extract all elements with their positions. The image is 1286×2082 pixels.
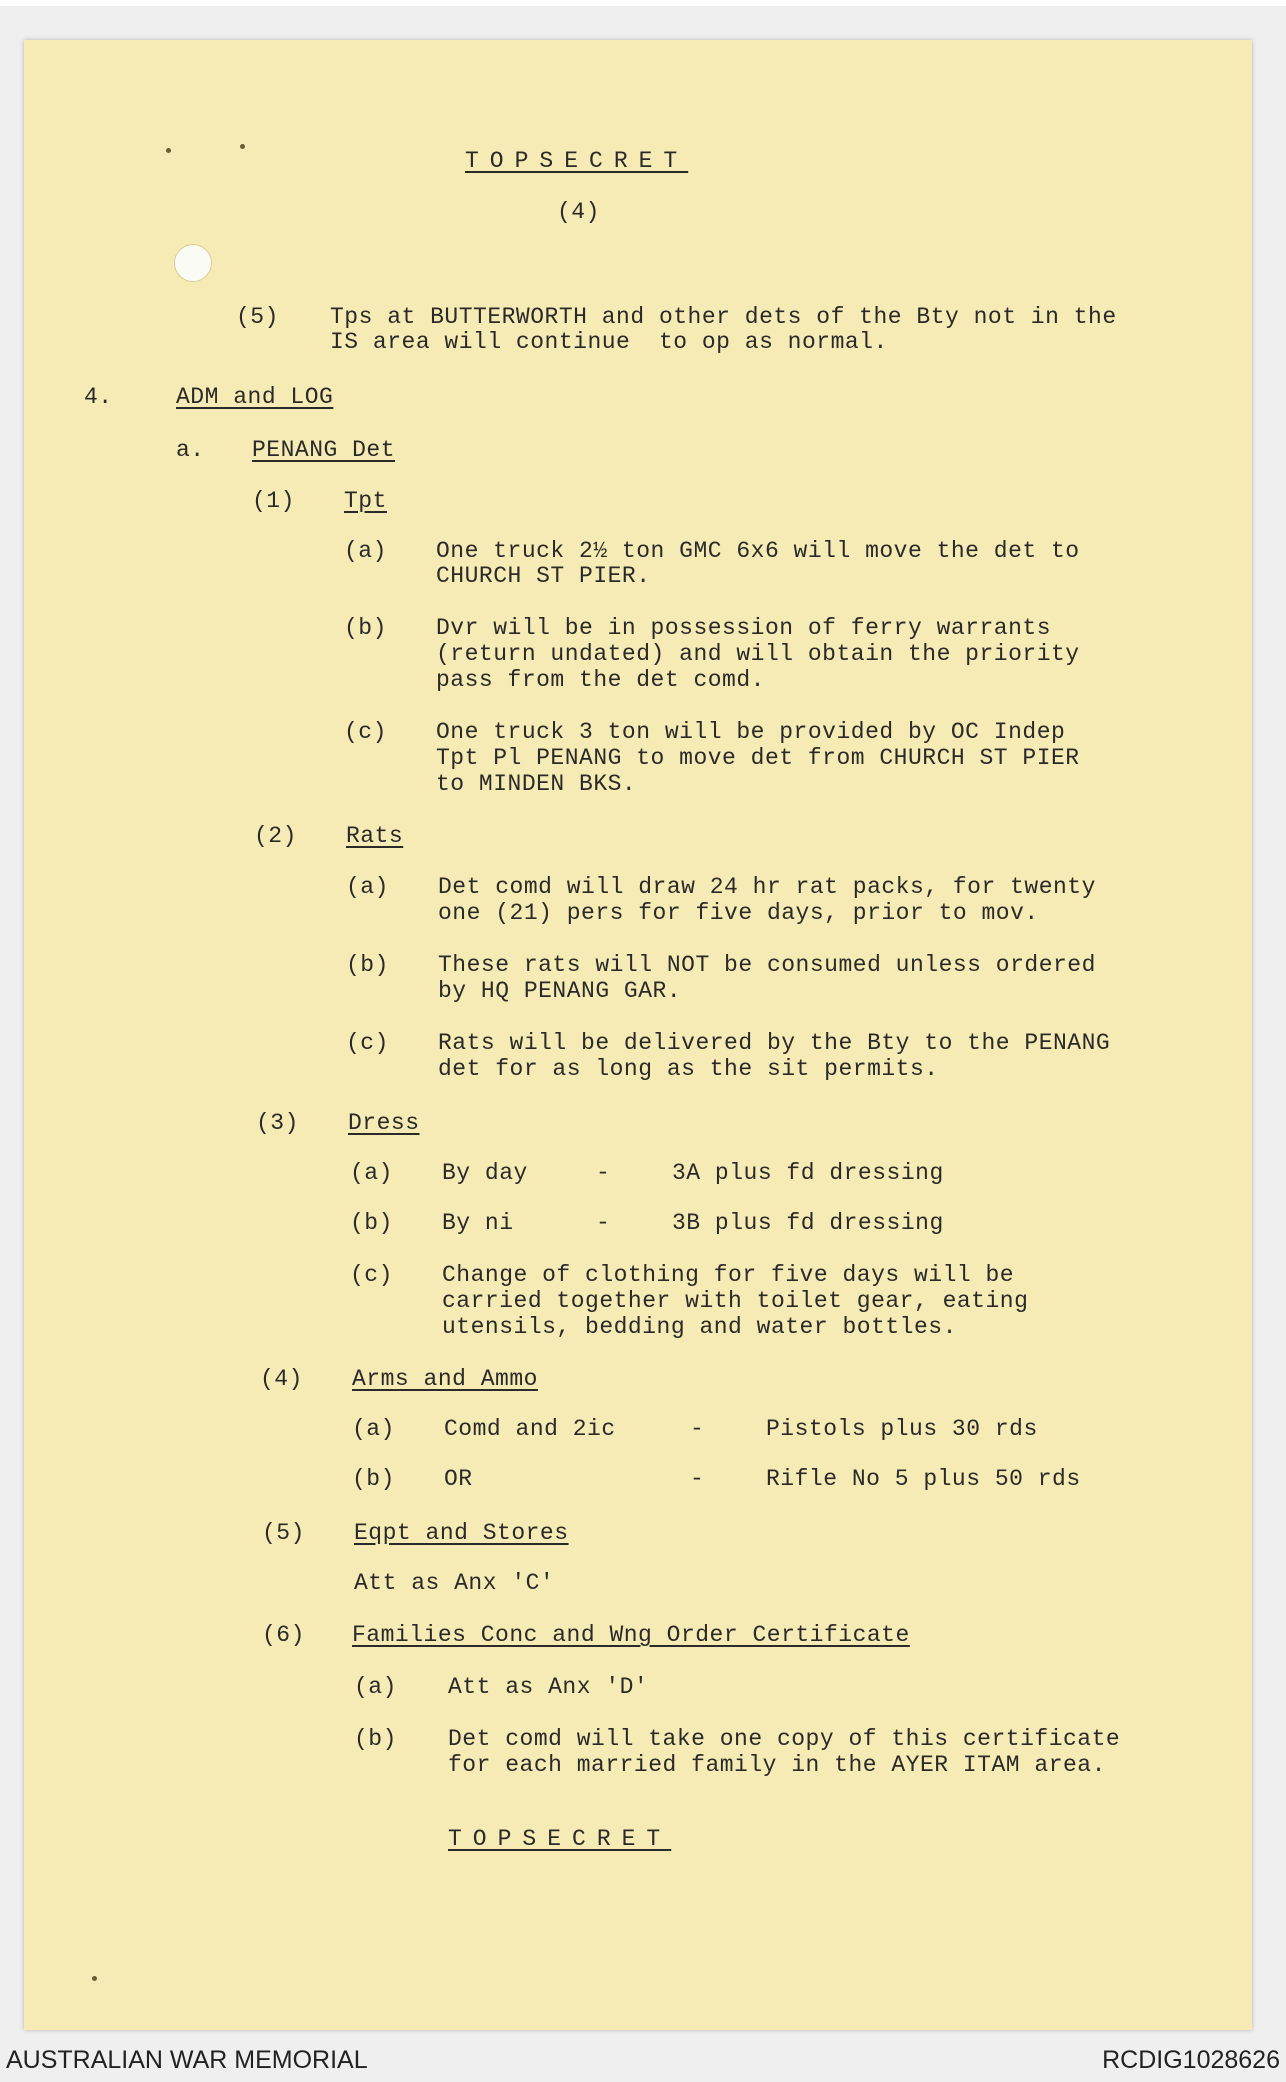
paper-speck — [92, 1976, 97, 1981]
dress-value: 3A plus fd dressing — [672, 1160, 944, 1186]
classification-header: TOPSECRET — [465, 148, 689, 174]
subitem-text: pass from the det comd. — [436, 667, 765, 693]
section-number: 4. — [84, 384, 113, 410]
item-title: Tpt — [344, 488, 387, 514]
para-number: (5) — [236, 304, 279, 330]
subitem-text: One truck 3 ton will be provided by OC Indep — [436, 719, 1066, 745]
subitem-letter: (c) — [344, 719, 387, 745]
item-text: Att as Anx 'C' — [354, 1570, 555, 1596]
subitem-text: Rats will be delivered by the Bty to the PENANG — [438, 1030, 1111, 1056]
item-number: (3) — [256, 1110, 299, 1136]
subitem-text: Tpt Pl PENANG to move det from CHURCH ST PIER — [436, 745, 1080, 771]
section-title: ADM and LOG — [176, 384, 334, 410]
subitem-text: Att as Anx 'D' — [448, 1674, 649, 1700]
dress-value: 3B plus fd dressing — [672, 1210, 944, 1236]
subitem-text: to MINDEN BKS. — [436, 771, 637, 797]
subitem-letter: (a) — [354, 1674, 397, 1700]
subitem-letter: (c) — [350, 1262, 393, 1288]
subitem-text: utensils, bedding and water bottles. — [442, 1314, 957, 1340]
dash: - — [690, 1416, 705, 1442]
archive-credit: AUSTRALIAN WAR MEMORIAL — [6, 2046, 368, 2074]
subitem-text: (return undated) and will obtain the priority — [436, 641, 1080, 667]
item-title: Dress — [348, 1110, 420, 1136]
subitem-letter: (b) — [344, 615, 387, 641]
subitem-letter: (a) — [346, 874, 389, 900]
subitem-letter: (b) — [352, 1466, 395, 1492]
subitem-text: for each married family in the AYER ITAM area. — [448, 1752, 1106, 1778]
item-number: (5) — [262, 1520, 305, 1546]
archive-id: RCDIG1028626 — [1102, 2046, 1280, 2074]
subitem-letter: (b) — [354, 1726, 397, 1752]
dress-label: By ni — [442, 1210, 514, 1236]
arms-value: Rifle No 5 plus 50 rds — [766, 1466, 1081, 1492]
item-number: (6) — [262, 1622, 305, 1648]
subitem-text: one (21) pers for five days, prior to mov. — [438, 900, 1039, 926]
subitem-text: Det comd will take one copy of this certificate — [448, 1726, 1121, 1752]
item-number: (1) — [252, 488, 295, 514]
subitem-letter: (a) — [344, 538, 387, 564]
subitem-text: Det comd will draw 24 hr rat packs, for twenty — [438, 874, 1096, 900]
arms-value: Pistols plus 30 rds — [766, 1416, 1038, 1442]
dash: - — [690, 1466, 705, 1492]
subsection-title: PENANG Det — [252, 437, 396, 463]
subitem-text: Change of clothing for five days will be — [442, 1262, 1015, 1288]
subitem-text: Dvr will be in possession of ferry warrants — [436, 615, 1051, 641]
top-edge — [0, 0, 1286, 6]
subitem-text: det for as long as the sit permits. — [438, 1056, 939, 1082]
subitem-letter: (a) — [352, 1416, 395, 1442]
arms-label: OR — [444, 1466, 473, 1492]
subitem-text: These rats will NOT be consumed unless ordered — [438, 952, 1096, 978]
subitem-text: by HQ PENANG GAR. — [438, 978, 682, 1004]
subitem-letter: (b) — [350, 1210, 393, 1236]
paper-speck — [166, 148, 171, 153]
page-number: (4) — [557, 199, 600, 225]
dress-label: By day — [442, 1160, 528, 1186]
subitem-letter: (c) — [346, 1030, 389, 1056]
item-number: (2) — [254, 823, 297, 849]
para-text: Tps at BUTTERWORTH and other dets of the Bty not in the — [330, 304, 1117, 330]
item-title: Rats — [346, 823, 404, 849]
item-number: (4) — [260, 1366, 303, 1392]
punch-hole — [174, 244, 212, 282]
arms-label: Comd and 2ic — [444, 1416, 616, 1442]
subitem-letter: (a) — [350, 1160, 393, 1186]
item-title: Families Conc and Wng Order Certificate — [352, 1622, 910, 1648]
dash: - — [596, 1210, 611, 1236]
dash: - — [596, 1160, 611, 1186]
subsection-letter: a. — [176, 437, 205, 463]
para-text: IS area will continue to op as normal. — [330, 329, 888, 355]
item-title: Eqpt and Stores — [354, 1520, 569, 1546]
item-title: Arms and Ammo — [352, 1366, 538, 1392]
paper-speck — [240, 144, 245, 149]
subitem-text: carried together with toilet gear, eating — [442, 1288, 1029, 1314]
subitem-text: CHURCH ST PIER. — [436, 563, 651, 589]
subitem-letter: (b) — [346, 952, 389, 978]
subitem-text: One truck 2½ ton GMC 6x6 will move the det to — [436, 538, 1080, 564]
classification-footer: TOPSECRET — [448, 1826, 672, 1852]
